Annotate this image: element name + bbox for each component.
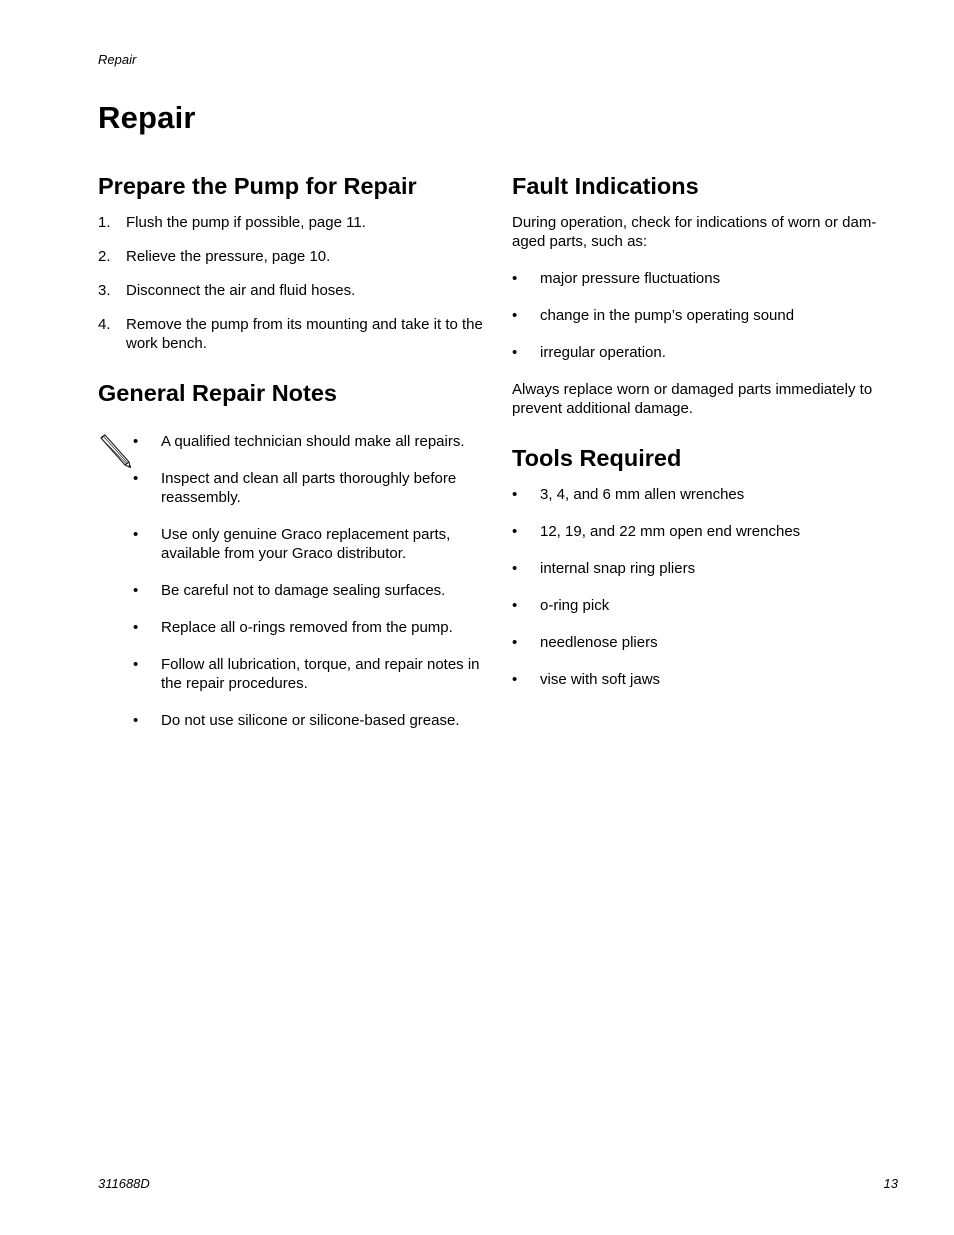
step-text: Disconnect the air and fluid hoses. [126,282,356,299]
list-item: • internal snap ring pliers [512,559,897,578]
step-number: 2. [98,248,111,265]
pencil-note-icon [98,434,134,474]
tools-heading: Tools Required [512,445,682,471]
step-number: 3. [98,282,111,299]
fault-outro: Always replace worn or damaged parts immediately to prevent additional damage. [512,381,873,417]
fault-intro: During operation, check for indications of worn or dam-aged parts, such as: [512,214,877,250]
general-notes-list [133,432,483,730]
list-item [98,281,483,300]
page-number: 13 [883,1176,898,1191]
list-item: • A qualified technician should make all repairs. [133,432,483,451]
list-item [98,247,483,266]
fault-heading: Fault Indications [512,173,699,199]
list-item: • 3, 4, and 6 mm allen wrenches [512,485,897,504]
list-item: • o-ring pick [512,596,897,615]
left-column [98,170,483,748]
running-head: Repair [98,52,137,67]
right-column [512,170,897,707]
list-item: • Be careful not to damage sealing surfaces. [133,581,483,600]
list-item [98,315,483,353]
prepare-heading: Prepare the Pump for Repair [98,173,417,199]
step-text: Relieve the pressure, page 10. [126,248,331,265]
list-item: • irregular operation. [512,343,897,362]
list-item: • vise with soft jaws [512,670,897,689]
list-item: • Replace all o-rings removed from the pump. [133,618,483,637]
list-item: • Follow all lubrication, torque, and repair notes in the repair procedures. [133,655,483,693]
list-item: • Do not use silicone or silicone-based grease. [133,711,483,730]
step-text: Remove the pump from its mounting and take it to the work bench. [126,316,483,352]
tools-list [512,485,897,689]
list-item: • Use only genuine Graco replacement parts, available from your Graco distributor. [133,525,483,563]
step-number: 1. [98,214,111,231]
list-item [98,213,483,232]
list-item: • major pressure fluctuations [512,269,897,288]
list-item: • needlenose pliers [512,633,897,652]
step-number: 4. [98,316,111,333]
list-item: • 12, 19, and 22 mm open end wrenches [512,522,897,541]
list-item: • change in the pump’s operating sound [512,306,897,325]
doc-number: 311688D [98,1176,150,1191]
prepare-steps-list [98,213,483,353]
general-notes-block [98,432,483,730]
step-text: Flush the pump if possible, page 11. [126,214,366,231]
fault-list [512,269,897,362]
page-title: Repair [98,100,196,135]
general-notes-heading: General Repair Notes [98,380,338,406]
list-item: • Inspect and clean all parts thoroughly before reassembly. [133,469,483,507]
